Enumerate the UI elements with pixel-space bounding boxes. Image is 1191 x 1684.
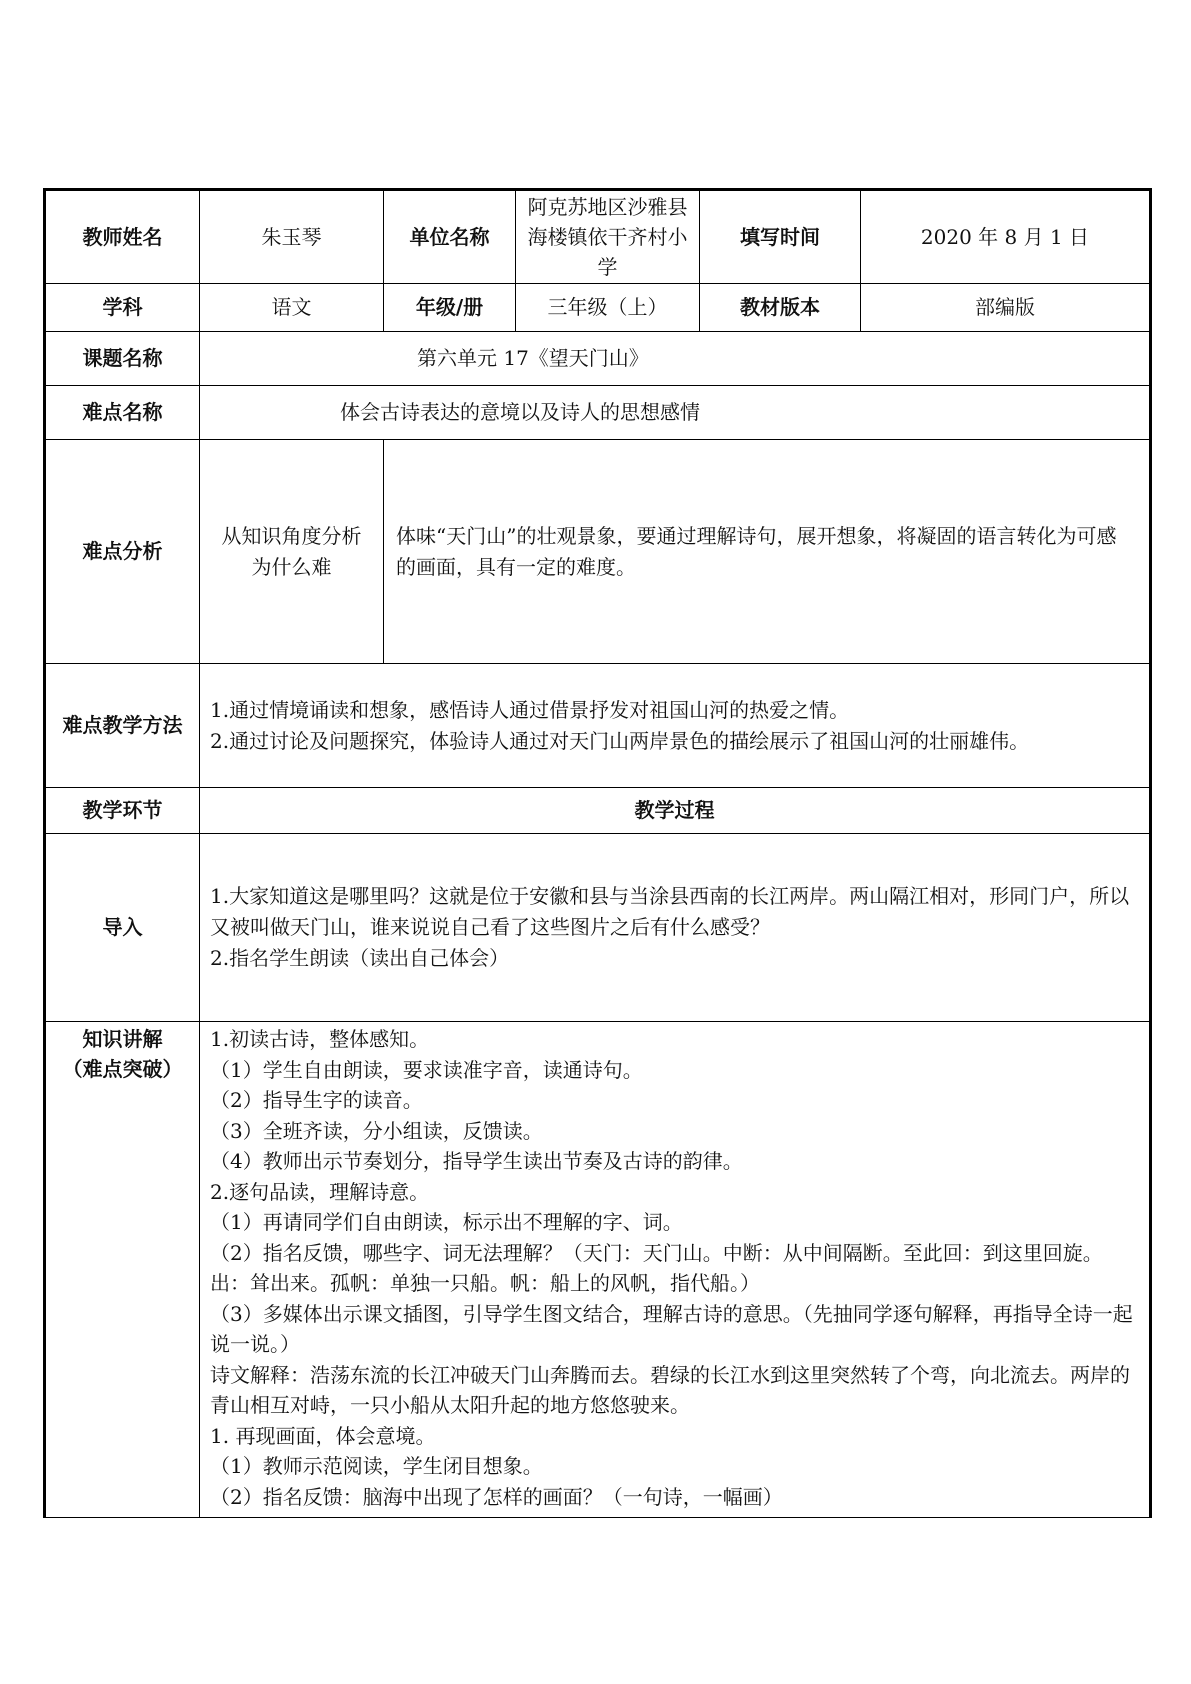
knowledge-line-10: 诗文解释：浩荡东流的长江冲破天门山奔腾而去。碧绿的长江水到这里突然转了个弯，向北流去。两岸的青山相互对峙，一只小船从太阳升起的地方悠悠驶来。 bbox=[210, 1362, 1130, 1417]
topic-value: 第六单元 17《望天门山》 bbox=[200, 332, 1151, 386]
knowledge-line-2: （1）学生自由朗读，要求读准字音，读通诗句。 bbox=[210, 1057, 643, 1082]
difficulty-value: 体会古诗表达的意境以及诗人的思想感情 bbox=[200, 386, 1151, 440]
knowledge-row bbox=[45, 1022, 1151, 1518]
intro-line-2: 2.指名学生朗读（读出自己体会） bbox=[210, 946, 510, 970]
knowledge-line-1: 1.初读古诗，整体感知。 bbox=[210, 1027, 430, 1051]
intro-label: 导入 bbox=[45, 834, 200, 1022]
knowledge-line-4: （3）全班齐读，分小组读，反馈读。 bbox=[210, 1118, 543, 1143]
method-line-2: 2.通过讨论及问题探究，体验诗人通过对天门山两岸景色的描绘展示了祖国山河的壮丽雄伟。 bbox=[210, 728, 1030, 753]
teacher-row bbox=[45, 190, 1151, 284]
difficulty-row bbox=[45, 386, 1151, 440]
unit-name-value: 阿克苏地区沙雅县海楼镇依干齐村小学 bbox=[516, 190, 700, 284]
grade-value: 三年级（上） bbox=[516, 284, 700, 332]
intro-row bbox=[45, 834, 1151, 1022]
knowledge-label-line-1: 知识讲解 bbox=[82, 1027, 163, 1051]
intro-content bbox=[200, 834, 1151, 1022]
subject-value: 语文 bbox=[200, 284, 384, 332]
knowledge-label bbox=[45, 1022, 200, 1518]
edition-label: 教材版本 bbox=[700, 284, 861, 332]
lesson-plan-table bbox=[43, 188, 1152, 1518]
method-content bbox=[200, 664, 1151, 788]
intro-line-1: 1.大家知道这是哪里吗？这就是位于安徽和县与当涂县西南的长江两岸。两山隔江相对，形同门户，所以又被叫做天门山，谁来说说自己看了这些图片之后有什么感受？ bbox=[210, 884, 1130, 939]
grade-label: 年级/册 bbox=[384, 284, 516, 332]
difficulty-label: 难点名称 bbox=[45, 386, 200, 440]
knowledge-line-5: （4）教师出示节奏划分，指导学生读出节奏及古诗的韵律。 bbox=[210, 1149, 743, 1173]
knowledge-label-line-2: （难点突破） bbox=[62, 1057, 183, 1081]
teacher-name-label: 教师姓名 bbox=[45, 190, 200, 284]
analysis-row bbox=[45, 440, 1151, 664]
subject-row bbox=[45, 284, 1151, 332]
edition-value: 部编版 bbox=[861, 284, 1151, 332]
fill-time-label: 填写时间 bbox=[700, 190, 861, 284]
knowledge-line-12: （1）教师示范阅读，学生闭目想象。 bbox=[210, 1454, 543, 1478]
topic-label: 课题名称 bbox=[45, 332, 200, 386]
method-label: 难点教学方法 bbox=[45, 664, 200, 788]
process-step-header: 教学环节 bbox=[45, 788, 200, 834]
unit-name-label: 单位名称 bbox=[384, 190, 516, 284]
process-header-row bbox=[45, 788, 1151, 834]
knowledge-content bbox=[200, 1022, 1151, 1518]
process-content-header: 教学过程 bbox=[200, 788, 1151, 834]
knowledge-line-9: （3）多媒体出示课文插图，引导学生图文结合，理解古诗的意思。（先抽同学逐句解释，再指导全诗一起说一说。） bbox=[210, 1301, 1133, 1356]
knowledge-line-13: （2）指名反馈：脑海中出现了怎样的画面？（一句诗，一幅画） bbox=[210, 1484, 783, 1509]
knowledge-line-7: （1）再请同学们自由朗读，标示出不理解的字、词。 bbox=[210, 1210, 683, 1234]
knowledge-line-6: 2.逐句品读，理解诗意。 bbox=[210, 1179, 430, 1204]
fill-time-value: 2020 年 8 月 1 日 bbox=[861, 190, 1151, 284]
knowledge-line-3: （2）指导生字的读音。 bbox=[210, 1088, 423, 1112]
knowledge-line-11: 1. 再现画面，体会意境。 bbox=[210, 1423, 436, 1448]
knowledge-line-8: （2）指名反馈，哪些字、词无法理解？（天门：天门山。中断：从中间隔断。至此回：到这里回旋。出：耸出来。孤帆：单独一只船。帆：船上的风帆，指代船。） bbox=[210, 1240, 1103, 1295]
subject-label: 学科 bbox=[45, 284, 200, 332]
analysis-sub-label: 从知识角度分析为什么难 bbox=[200, 440, 384, 664]
method-line-1: 1.通过情境诵读和想象，感悟诗人通过借景抒发对祖国山河的热爱之情。 bbox=[210, 697, 850, 722]
method-row bbox=[45, 664, 1151, 788]
analysis-label: 难点分析 bbox=[45, 440, 200, 664]
teacher-name-value: 朱玉琴 bbox=[200, 190, 384, 284]
topic-row bbox=[45, 332, 1151, 386]
analysis-text: 体味“天门山”的壮观景象，要通过理解诗句，展开想象，将凝固的语言转化为可感的画面，具有一定的难度。 bbox=[384, 440, 1151, 664]
